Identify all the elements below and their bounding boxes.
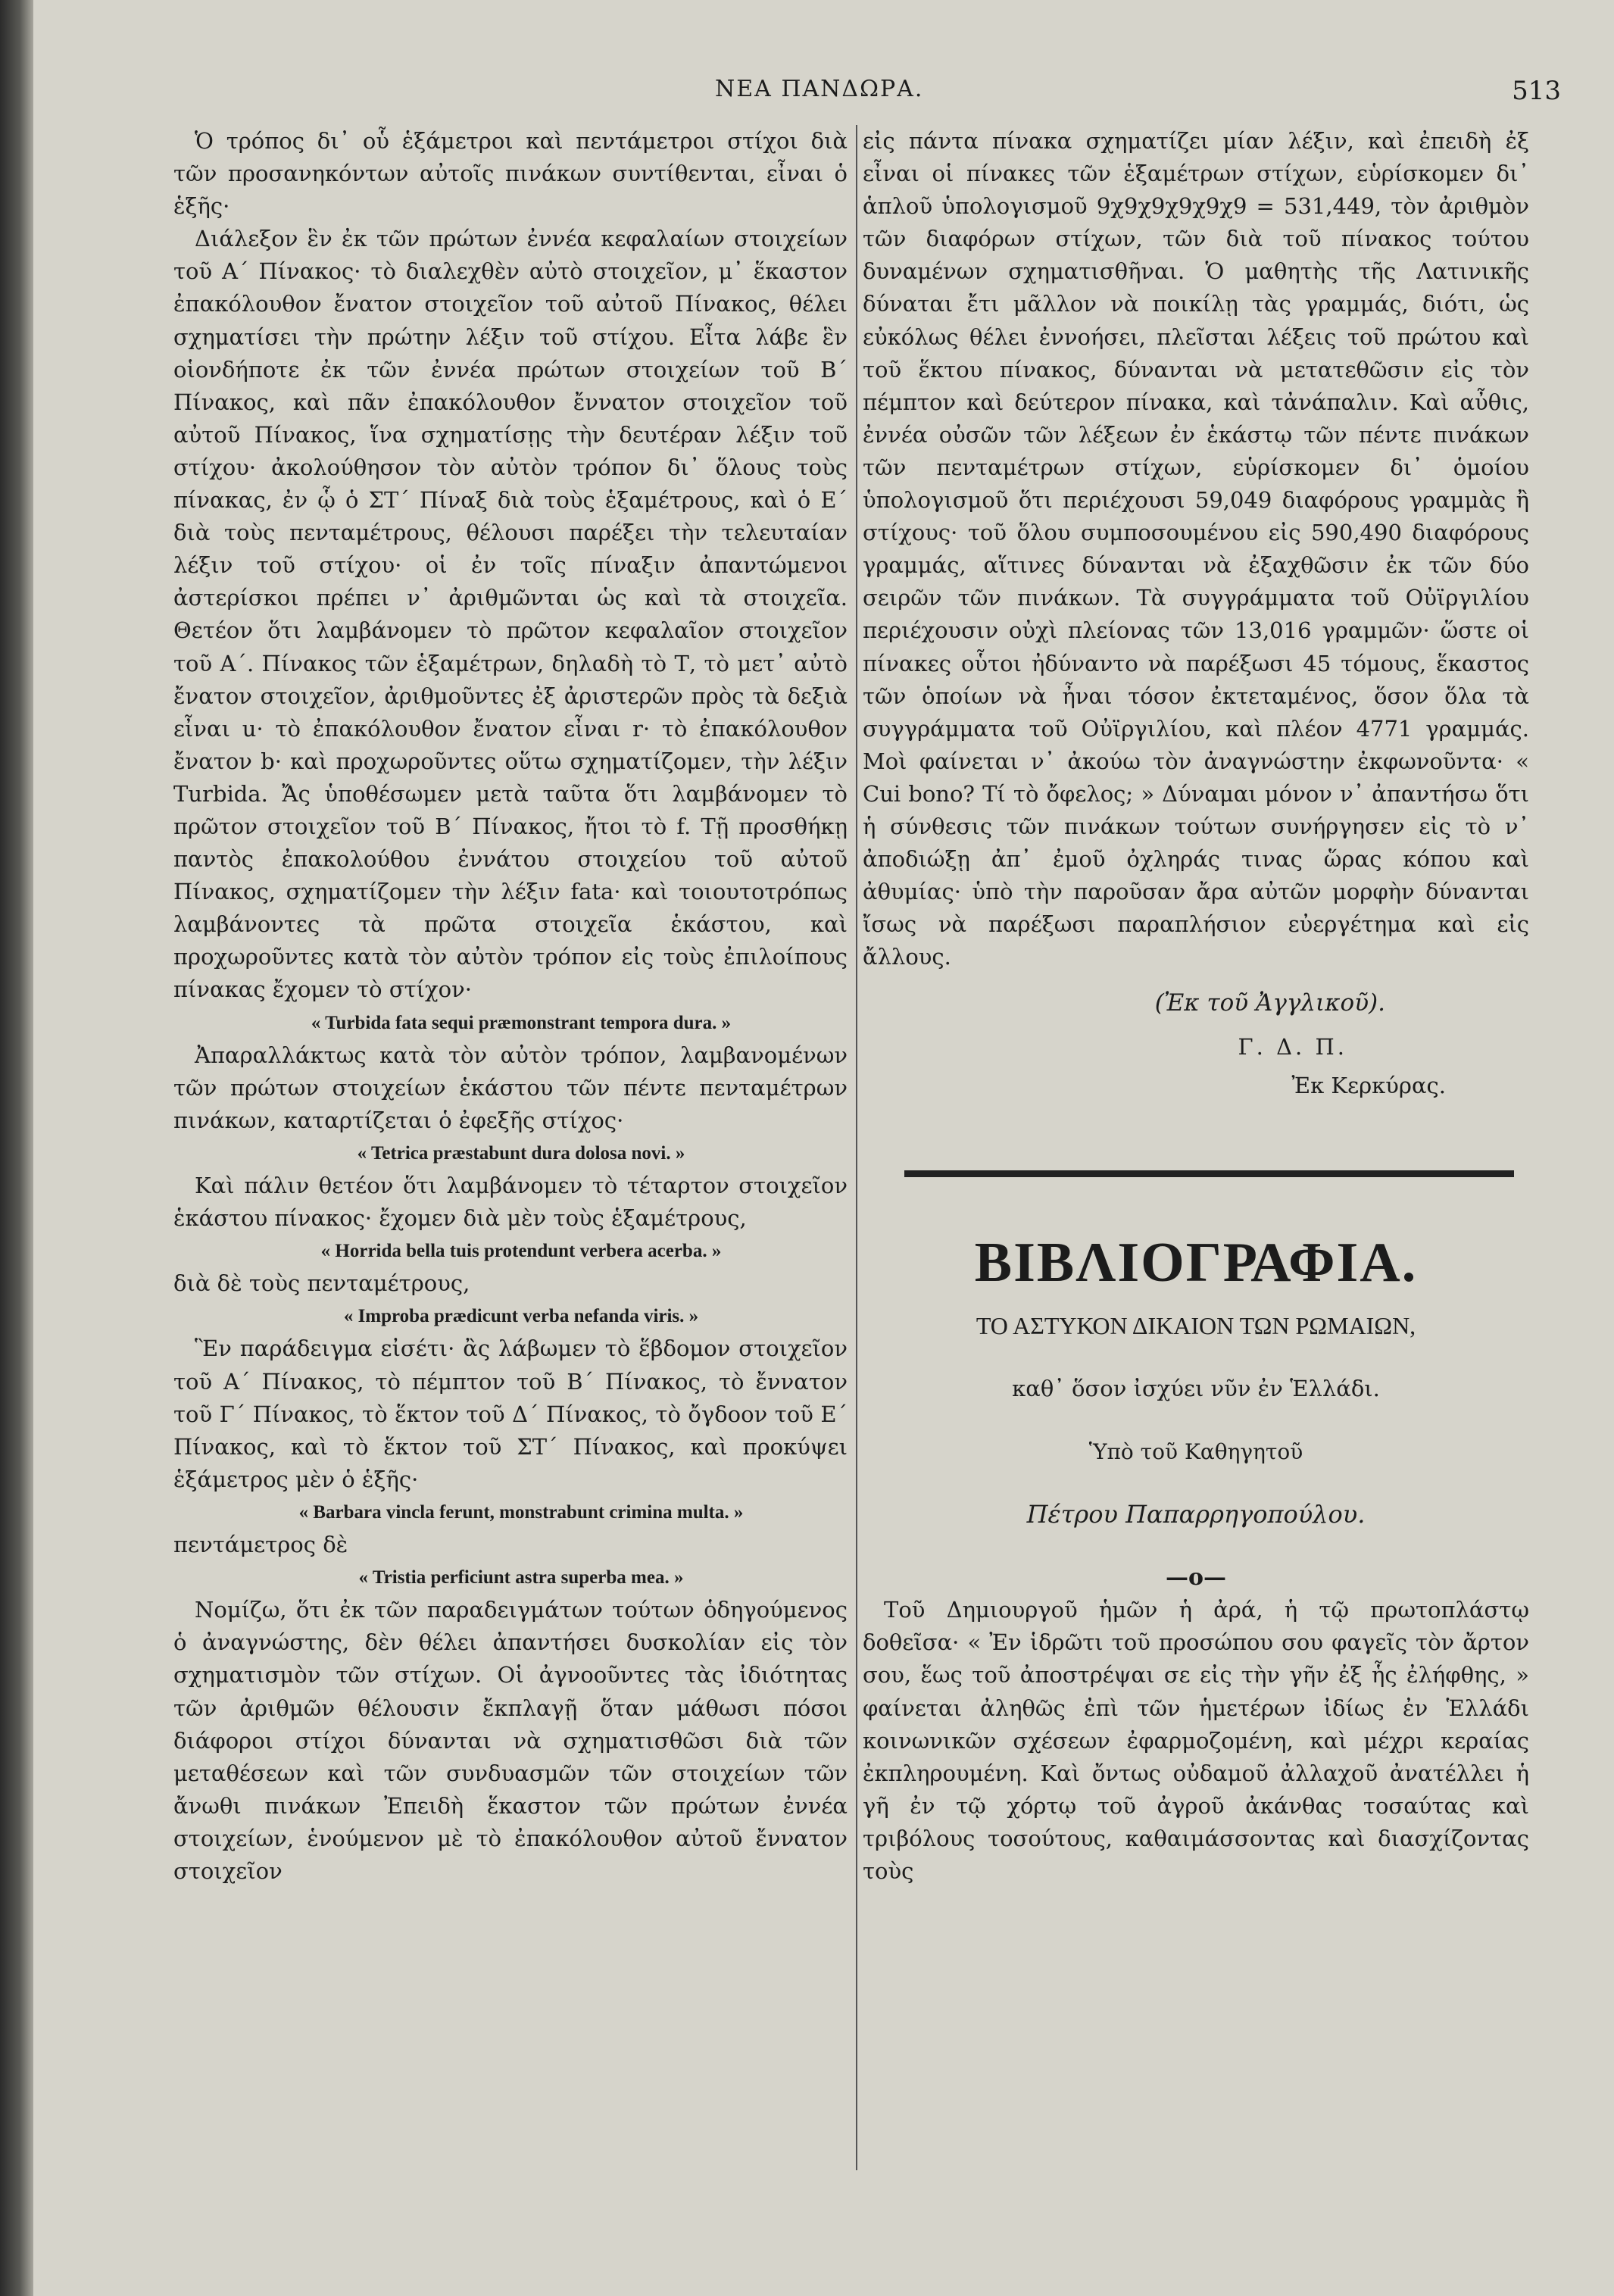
- article-source: (Ἐκ τοῦ Ἀγγλικοῦ).: [1154, 989, 1385, 1017]
- latin-verse: « Barbara vincla ferunt, monstrabunt crimina multa. »: [298, 1501, 744, 1523]
- column-divider: [856, 125, 857, 2170]
- running-title: ΝΕΑ ΠΑΝΔΩΡΑ.: [715, 76, 924, 102]
- paragraph: Καὶ πάλιν θετέον ὅτι λαμβάνομεν τὸ τέταρτον στοιχεῖον ἑκάστου πίνακος· ἔχομεν διὰ μὲν τοὺς ἑξαμέτρους,: [173, 1173, 848, 1232]
- paragraph: Ὁ τρόπος δι᾽ οὗ ἑξάμετροι καὶ πεντάμετροι στίχοι διὰ τῶν προσανηκόντων αὐτοῖς πινάκων συντίθενται, εἶναι ὁ ἑξῆς·: [173, 128, 848, 220]
- latin-verse: « Improba prædicunt verba nefanda viris. »: [343, 1306, 699, 1327]
- latin-verse: « Turbida fata sequi præmonstrant tempora dura. »: [311, 1012, 732, 1033]
- right-column: [863, 125, 1529, 1888]
- page-number: 513: [1512, 76, 1561, 106]
- paragraph: πεντάμετρος δὲ: [173, 1532, 348, 1558]
- latin-verse: « Horrida bella tuis protendunt verbera acerba. »: [320, 1241, 722, 1262]
- section-rule: [904, 1170, 1514, 1177]
- paragraph: διὰ δὲ τοὺς πενταμέτρους,: [173, 1270, 470, 1297]
- ornament-divider: —ο—: [1165, 1564, 1226, 1592]
- book-spine-shadow: [0, 0, 33, 2296]
- book-scope: καθ᾽ ὅσον ἰσχύει νῦν ἐν Ἑλλάδι.: [1012, 1375, 1380, 1401]
- paragraph: Ἓν παράδειγμα εἰσέτι· ἂς λάβωμεν τὸ ἕβδομον στοιχεῖον τοῦ Α΄ Πίνακος, τὸ πέμπτον τοῦ Β΄ Πίνακος, τὸ ἔννατον τοῦ Γ΄ Πίνακος, τὸ ἕκτον τοῦ Δ΄ Πίνακος, τὸ ὄγδοον τοῦ Ε΄ Πίνακος, καὶ τὸ ἕκτον τοῦ ΣΤ΄ Πίνακος, καὶ προκύψει ἑξάμετρος μὲν ὁ ἑξῆς·: [173, 1335, 848, 1492]
- page-header: [33, 76, 1614, 114]
- book-title: ΤΟ ΑΣΤΥΚΟΝ ΔΙΚΑΙΟΝ ΤΩΝ ΡΩΜΑΙΩΝ,: [976, 1311, 1416, 1339]
- author-name: Πέτρου Παπαρρηγοπούλου.: [1026, 1500, 1366, 1529]
- latin-verse: « Tristia perficiunt astra superba mea. »: [358, 1567, 684, 1588]
- left-column: [173, 125, 848, 1888]
- section-title: ΒΙΒΛΙΟΓΡΑΦΙΑ.: [974, 1231, 1418, 1294]
- paragraph: Τοῦ Δημιουργοῦ ἡμῶν ἡ ἀρά, ἡ τῷ πρωτοπλάστῳ δοθεῖσα· « Ἐν ἱδρῶτι τοῦ προσώπου σου φαγεῖς τὸν ἄρτον σου, ἕως τοῦ ἀποστρέψαι σε εἰς τὴν γῆν ἐξ ἧς ἐλήφθης, » φαίνεται ἀληθῶς ἐπὶ τῶν ἡμετέρων ἰδίως ἐν Ἑλλάδι κοινωνικῶν σχέσεων ἐφαρμοζομένη, καὶ μέχρι κεραίας ἐκπληρουμένη. Καὶ ὄντως οὐδαμοῦ ἀλλαχοῦ ἀνατέλλει ἡ γῆ ἐν τῷ χόρτῳ τοῦ ἀγροῦ ἀκάνθας τοσαύτας καὶ τριβόλους τοσούτους, καθαιμάσσοντας καὶ διασχίζοντας τοὺς: [863, 1597, 1529, 1885]
- paragraph: εἰς πάντα πίνακα σχηματίζει μίαν λέξιν, καὶ ἐπειδὴ ἐξ εἶναι οἱ πίνακες τῶν ἑξαμέτρων στίχων, εὑρίσκομεν δι᾽ ἁπλοῦ ὑπολογισμοῦ 9χ9χ9χ9χ9χ9 = 531,449, τὸν ἀριθμὸν τῶν διαφόρων στίχων, τῶν διὰ τοῦ πίνακος τούτου δυναμένων σχηματισθῆναι. Ὁ μαθητὴς τῆς Λατινικῆς δύναται ἔτι μᾶλλον νὰ ποικίλῃ τὰς γραμμάς, διότι, ὡς εὐκόλως θέλει ἐννοήσει, πλεῖσται λέξεις τοῦ πρώτου καὶ τοῦ ἕκτου πίνακος, δύνανται νὰ μετατεθῶσιν εἰς τὸν πέμπτον καὶ δεύτερον πίνακα, καὶ τἀνάπαλιν. Καὶ αὖθις, ἐννέα οὐσῶν τῶν λέξεων ἐν ἑκάστῳ τῶν πέντε πινάκων τῶν πενταμέτρων στίχων, εὑρίσκομεν δι᾽ ὁμοίου ὑπολογισμοῦ ὅτι περιέχουσι 59,049 διαφόρους γραμμὰς ἢ στίχους· τοῦ ὅλου συμποσουμένου εἰς 590,490 διαφόρους γραμμάς, αἵτινες δύνανται νὰ ἐξαχθῶσιν ἐκ τῶν δύο σειρῶν τῶν πινάκων. Τὰ συγγράμματα τοῦ Οὐϊργιλίου περιέχουσιν οὐχὶ πλείονας τῶν 13,016 γραμμῶν· ὥστε οἱ πίνακες οὗτοι ἠδύναντο νὰ παρέξωσι 45 τόμους, ἕκαστος τῶν ὁποίων νὰ ἦναι τόσον ἐκτεταμένος, ὅσον ὅλα τὰ συγγράμματα τοῦ Οὐϊργιλίου, καὶ πλέον 4771 γραμμάς. Μοὶ φαίνεται ν᾽ ἀκούω τὸν ἀναγνώστην ἐκφωνοῦντα· « Cui bono? Τί τὸ ὄφελος; » Δύναμαι μόνον ν᾽ ἀπαντήσω ὅτι ἡ σύνθεσις τῶν πινάκων τούτων συνήργησεν εἰς τὸ ν᾽ ἀποδιώξῃ ἀπ᾽ ἐμοῦ ὀχληράς τινας ὥρας κόπου καὶ ἀθυμίας· ὑπὸ τὴν παροῦσαν ἄρα αὐτῶν μορφὴν δύνανται ἴσως νὰ παρέξωσι παραπλήσιον εὐεργέτημα καὶ εἰς ἄλλους.: [863, 128, 1529, 970]
- author-label: Ὑπὸ τοῦ Καθηγητοῦ: [1088, 1439, 1303, 1464]
- author-place: Ἐκ Κερκύρας.: [1291, 1072, 1446, 1098]
- paragraph: Νομίζω, ὅτι ἐκ τῶν παραδειγμάτων τούτων ὁδηγούμενος ὁ ἀναγνώστης, δὲν θέλει ἀπαντήσει δυσκολίαν εἰς τὸν σχηματισμὸν τῶν στίχων. Οἱ ἀγνοοῦντες τὰς ἰδιότητας τῶν ἀριθμῶν θέλουσιν ἔκπλαγῇ ὅταν μάθωσι πόσοι διάφοροι στίχοι δύνανται νὰ σχηματισθῶσι διὰ τῶν μεταθέσεων καὶ τῶν συνδυασμῶν τῶν στοιχείων τῶν ἄνωθι πινάκων Ἐπειδὴ ἕκαστον τῶν πρώτων ἐννέα στοιχείων, ἑνούμενον μὲ τὸ ἐπακόλουθον αὐτοῦ ἔννατον στοιχεῖον: [173, 1597, 848, 1884]
- paragraph: Διάλεξον ἓν ἐκ τῶν πρώτων ἐννέα κεφαλαίων στοιχείων τοῦ Α΄ Πίνακος· τὸ διαλεχθὲν αὐτὸ στοιχεῖον, μ᾽ ἕκαστον ἐπακόλουθον ἔνατον στοιχεῖον τοῦ αὐτοῦ Πίνακος, θέλει σχηματίσει τὴν πρώτην λέξιν τοῦ στίχου. Εἶτα λάβε ἓν οἱονδήποτε ἐκ τῶν ἐννέα πρώτων στοιχείων τοῦ Β΄ Πίνακος, καὶ πᾶν ἐπακόλουθον ἔννατον στοιχεῖον τοῦ αὐτοῦ Πίνακος, ἵνα σχηματίσῃς τὴν δευτέραν λέξιν τοῦ στίχου· ἀκολούθησον τὸν αὐτὸν τρόπον δι᾽ ὅλους τοὺς πίνακας, ἐν ᾧ ὁ ΣΤ΄ Πίναξ διὰ τοὺς ἑξαμέτρους, καὶ ὁ Ε΄ διὰ τοὺς πενταμέτρους, θέλουσι παρέξει τὴν τελευταίαν λέξιν τοῦ στίχου· οἱ ἐν τοῖς πίναξιν ἀπαντώμενοι ἀστερίσκοι πρέπει ν᾽ ἀριθμῶνται ὡς καὶ τὰ στοιχεῖα. Θετέον ὅτι λαμβάνομεν τὸ πρῶτον κεφαλαῖον στοιχεῖον τοῦ Α΄. Πίνακος τῶν ἑξαμέτρων, δηλαδὴ τὸ Τ, τὸ μετ᾽ αὐτὸ ἔνατον στοιχεῖον, ἀριθμοῦντες ἐξ ἀριστερῶν πρὸς τὰ δεξιὰ εἶναι u· τὸ ἐπακόλουθον ἔνατον εἶναι r· τὸ ἐπακόλουθον ἔνατον b· καὶ προχωροῦντες οὕτω σχηματίζομεν, τὴν λέξιν Turbida. Ἄς ὑποθέσωμεν μετὰ ταῦτα ὅτι λαμβάνομεν τὸ πρῶτον στοιχεῖον τοῦ Β΄ Πίνακος, ἤτοι τὸ f. Τῇ προσθήκῃ παντὸς ἐπακολούθου ἐννάτου στοιχείου τοῦ αὐτοῦ Πίνακος, σχηματίζομεν τὴν λέξιν fata· καὶ τοιουτοτρόπως λαμβάνοντες τὰ πρῶτα στοιχεῖα ἑκάστου, καὶ προχωροῦντες κατὰ τὸν αὐτὸν τρόπον εἰς τοὺς ἐπιλοίπους πίνακας ἔχομεν τὸ στίχον·: [173, 226, 848, 1003]
- author-initials: Γ. Δ. Π.: [1238, 1033, 1347, 1060]
- page: [33, 0, 1614, 2296]
- paragraph: Ἀπαραλλάκτως κατὰ τὸν αὐτὸν τρόπον, λαμβανομένων τῶν πρώτων στοιχείων ἑκάστου τῶν πέντε πενταμέτρων πινάκων, καταρτίζεται ὁ ἐφεξῆς στίχος·: [173, 1042, 848, 1133]
- latin-verse: « Tetrica præstabunt dura dolosa novi. »: [357, 1142, 685, 1164]
